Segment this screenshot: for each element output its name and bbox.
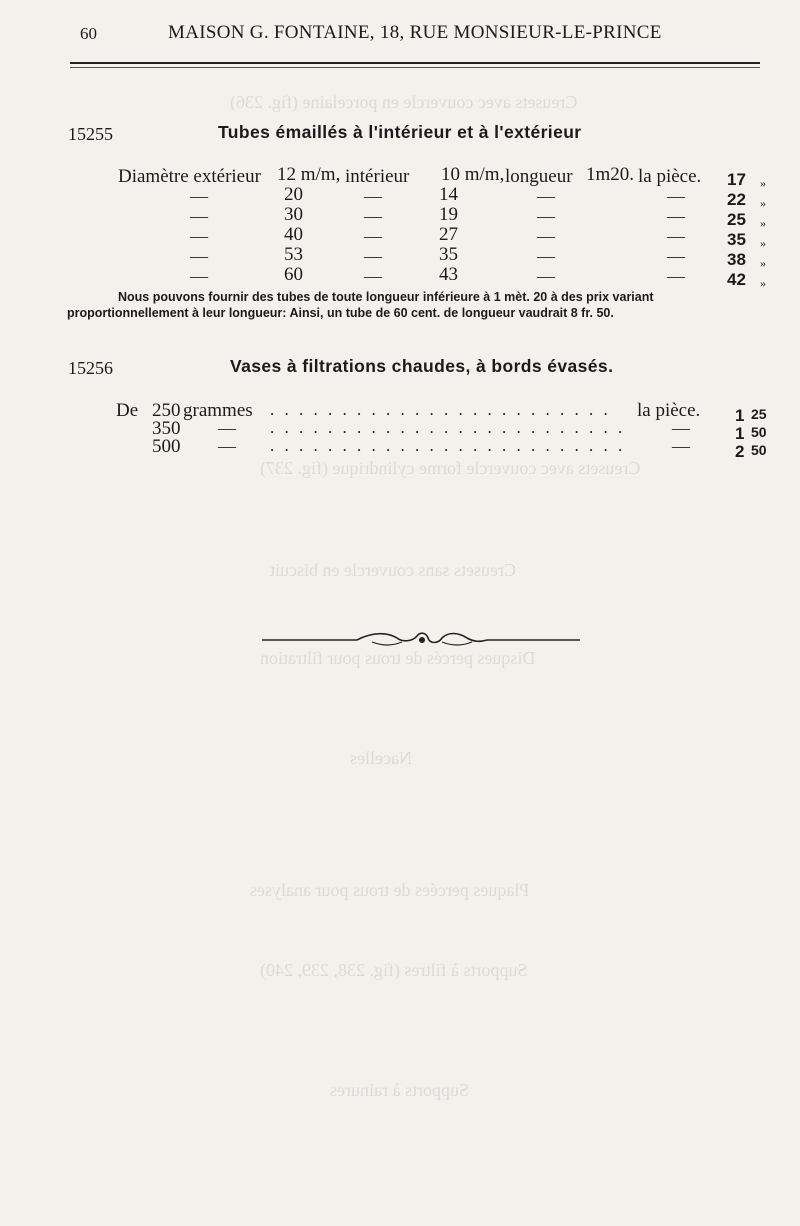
ditto-dash: — xyxy=(190,206,208,226)
label-interior: intérieur xyxy=(345,166,410,187)
label-exterior-diameter: Diamètre extérieur xyxy=(118,166,261,187)
exterior-diameter-value: 12 m/m, xyxy=(277,164,341,185)
header-rule-thin xyxy=(70,67,760,68)
ditto-dash: — xyxy=(364,206,382,226)
bleed-through-line: Nacelles xyxy=(350,748,412,768)
price-whole: 1 xyxy=(735,406,745,425)
quantity-value: 350 xyxy=(152,418,181,439)
ditto-dash: — xyxy=(190,226,208,246)
note-line-1: Nous pouvons fournir des tubes de toute longueur inférieure à 1 mèt. 20 à des prix variant xyxy=(118,290,654,304)
interior-value: 14 xyxy=(439,184,458,205)
row-prefix: De xyxy=(116,400,139,421)
interior-value: 19 xyxy=(439,204,458,225)
ditto-dash: — xyxy=(537,206,555,226)
price-whole: 22 xyxy=(727,190,746,209)
price-whole: 2 xyxy=(735,442,745,461)
ditto-dash: — xyxy=(364,266,382,286)
interior-value: 35 xyxy=(439,244,458,265)
ditto-dash: — xyxy=(364,246,382,266)
ditto-dash: — xyxy=(364,226,382,246)
ditto-dash: — xyxy=(218,436,236,456)
exterior-value: 30 xyxy=(284,204,303,225)
price-cents: » xyxy=(760,216,766,230)
quantity-value: 250 xyxy=(152,400,181,421)
exterior-value: 53 xyxy=(284,244,303,265)
quantity-value: 500 xyxy=(152,436,181,457)
price-whole: 35 xyxy=(727,230,746,249)
ditto-dash: — xyxy=(537,186,555,206)
header-rule xyxy=(70,62,760,64)
section-title: Tubes émaillés à l'intérieur et à l'extérieur xyxy=(218,122,582,142)
ditto-dash: — xyxy=(537,226,555,246)
ditto-dash: — xyxy=(537,266,555,286)
section-title: Vases à filtrations chaudes, à bords évasés. xyxy=(230,356,614,376)
exterior-value: 40 xyxy=(284,224,303,245)
section-number: 15255 xyxy=(68,124,113,144)
price-cents: » xyxy=(760,236,766,250)
price-cents: » xyxy=(760,176,766,190)
ditto-dash: — xyxy=(190,246,208,266)
ornament-divider xyxy=(262,628,582,652)
price-whole: 25 xyxy=(727,210,746,229)
bleed-through-line: Supports à filtres (fig. 238, 239, 240) xyxy=(260,960,528,980)
label-per-piece: la pièce. xyxy=(637,400,701,421)
exterior-value: 60 xyxy=(284,264,303,285)
length-value: 1m20. xyxy=(586,164,635,185)
bleed-through-line: Disques percés de trous pour filtration xyxy=(260,648,536,668)
price-cents: 50 xyxy=(751,424,767,440)
ditto-dash: — xyxy=(537,246,555,266)
bleed-through-line: Plaques percées de trous pour analyses xyxy=(250,880,530,900)
price-cents: » xyxy=(760,196,766,210)
price-whole: 42 xyxy=(727,270,746,289)
ditto-dash: — xyxy=(190,186,208,206)
ditto-dash: — xyxy=(667,246,685,266)
price-cents: » xyxy=(760,256,766,270)
exterior-value: 20 xyxy=(284,184,303,205)
leader-dots: . . . . . . . . . . . . . . . . . . . . . . . . xyxy=(270,400,611,419)
leader-dots: . . . . . . . . . . . . . . . . . . . . . . . . . xyxy=(270,436,626,455)
price-cents: 50 xyxy=(751,442,767,458)
label-per-piece: la pièce. xyxy=(638,166,702,187)
ditto-dash: — xyxy=(190,266,208,286)
interior-diameter-value: 10 m/m, xyxy=(441,164,505,185)
price-cents: » xyxy=(760,276,766,290)
price-whole: 17 xyxy=(727,170,746,189)
ditto-dash: — xyxy=(667,206,685,226)
bleed-through-line: Supports à rainures xyxy=(330,1080,469,1100)
ditto-dash: — xyxy=(672,418,690,438)
ditto-dash: — xyxy=(672,436,690,456)
ditto-dash: — xyxy=(218,418,236,438)
bleed-through-line: Creusets avec couvercle en porcelaine (fig. 236) xyxy=(230,92,578,112)
section-number: 15256 xyxy=(68,358,113,378)
price-whole: 38 xyxy=(727,250,746,269)
ditto-dash: — xyxy=(667,226,685,246)
interior-value: 43 xyxy=(439,264,458,285)
price-whole: 1 xyxy=(735,424,745,443)
page-number: 60 xyxy=(80,24,97,43)
leader-dots: . . . . . . . . . . . . . . . . . . . . . . . . . xyxy=(270,418,626,437)
running-header-title: MAISON G. FONTAINE, 18, RUE MONSIEUR-LE-PRINCE xyxy=(168,22,662,43)
label-length: longueur xyxy=(505,166,573,187)
interior-value: 27 xyxy=(439,224,458,245)
quantity-unit: grammes xyxy=(183,400,253,421)
ditto-dash: — xyxy=(667,266,685,286)
price-cents: 25 xyxy=(751,406,767,422)
ditto-dash: — xyxy=(364,186,382,206)
bleed-through-line: Creusets avec couvercle forme cylindrique (fig. 237) xyxy=(260,458,641,478)
ditto-dash: — xyxy=(667,186,685,206)
note-line-2: proportionnellement à leur longueur: Ainsi, un tube de 60 cent. de longueur vaudrait 8 fr. 50. xyxy=(67,306,614,320)
bleed-through-line: Creusets sans couvercle en biscuit xyxy=(270,560,516,580)
